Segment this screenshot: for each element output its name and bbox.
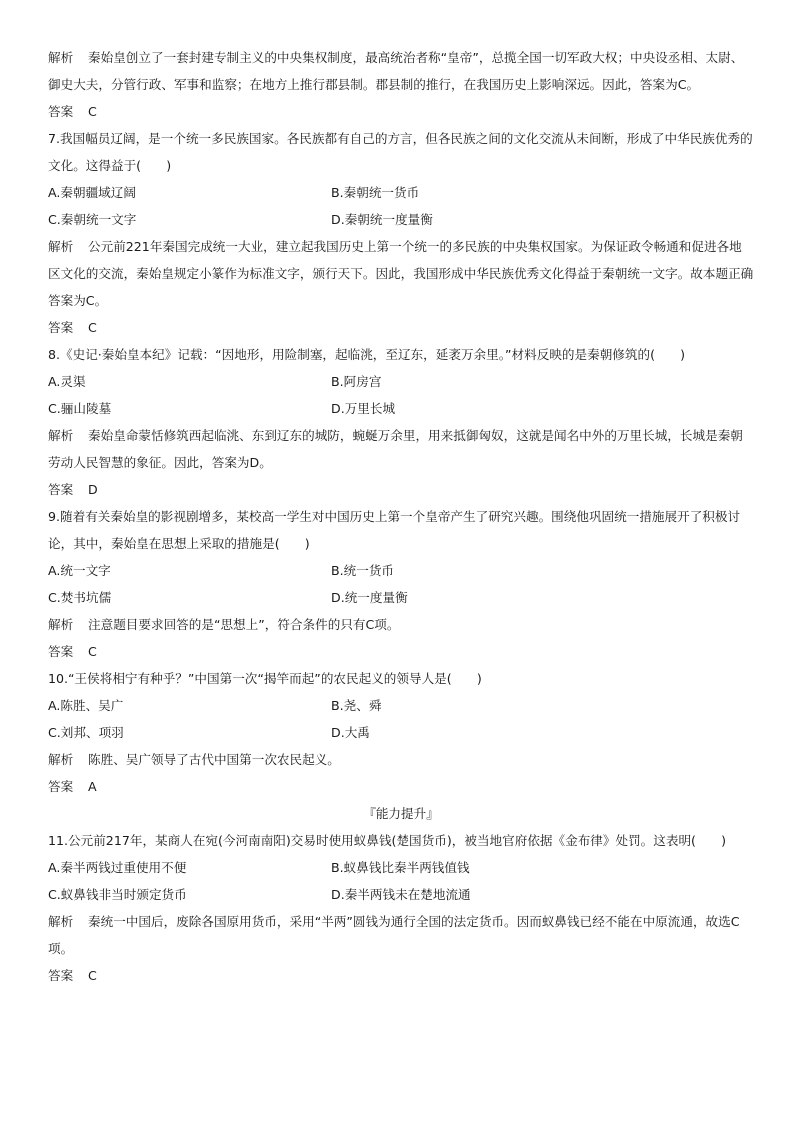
- analysis-text: 秦统一中国后，废除各国原用货币，采用“半两”圆钱为通行全国的法定货币。因而蚁鼻钱已经不能在中原流通，故选C项。: [48, 914, 740, 956]
- analysis-label: 解析: [48, 239, 74, 254]
- analysis-text: 陈胜、吴广领导了古代中国第一次农民起义。: [88, 752, 340, 767]
- options-row: [48, 206, 754, 233]
- analysis-text: 注意题目要求回答的是“思想上”，符合条件的只有C项。: [88, 617, 400, 632]
- option-a: A.统一文字: [48, 563, 111, 578]
- option-d: D.秦朝统一度量衡: [331, 212, 433, 227]
- analysis-6: [48, 44, 754, 98]
- analysis-label: 解析: [48, 428, 74, 443]
- analysis-7: [48, 233, 754, 314]
- option-c: C.骊山陵墓: [48, 401, 112, 416]
- answer-10: [48, 773, 754, 800]
- analysis-label: 解析: [48, 752, 74, 767]
- answer-11: [48, 962, 754, 989]
- option-b: B.统一货币: [331, 563, 395, 578]
- answer-value: C: [88, 320, 97, 335]
- question-10: 10.“王侯将相宁有种乎？”中国第一次“揭竿而起”的农民起义的领导人是( ): [48, 671, 482, 686]
- answer-9: [48, 638, 754, 665]
- analysis-label: 解析: [48, 914, 74, 929]
- option-a: A.陈胜、吴广: [48, 698, 124, 713]
- option-d: D.秦半两钱未在楚地流通: [331, 887, 471, 902]
- answer-label: 答案: [48, 779, 74, 794]
- options-row: [48, 719, 754, 746]
- option-d: D.统一度量衡: [331, 590, 408, 605]
- answer-7: [48, 314, 754, 341]
- option-a: A.秦半两钱过重使用不便: [48, 860, 187, 875]
- answer-label: 答案: [48, 968, 74, 983]
- answer-8: [48, 476, 754, 503]
- answer-label: 答案: [48, 644, 74, 659]
- options-row: [48, 395, 754, 422]
- analysis-10: [48, 746, 754, 773]
- option-b: B.秦朝统一货币: [331, 185, 420, 200]
- answer-label: 答案: [48, 320, 74, 335]
- options-row: [48, 881, 754, 908]
- options-row: [48, 584, 754, 611]
- options-row: [48, 692, 754, 719]
- option-d: D.万里长城: [331, 401, 396, 416]
- option-b: B.尧、舜: [331, 698, 382, 713]
- analysis-11: [48, 908, 754, 962]
- analysis-8: [48, 422, 754, 476]
- answer-label: 答案: [48, 482, 74, 497]
- options-row: [48, 557, 754, 584]
- options-row: [48, 179, 754, 206]
- option-a: A.秦朝疆域辽阔: [48, 185, 136, 200]
- answer-label: 答案: [48, 104, 74, 119]
- option-b: B.阿房宫: [331, 374, 382, 389]
- answer-value: D: [88, 482, 98, 497]
- option-c: C.秦朝统一文字: [48, 212, 137, 227]
- answer-6: [48, 98, 754, 125]
- analysis-text: 秦始皇创立了一套封建专制主义的中央集权制度，最高统治者称“皇帝”，总揽全国一切军政大权；中央设丞相、太尉、御史大夫，分管行政、军事和监察；在地方上推行郡县制。郡县制的推行，在我国历史上影响深远。因此，答案为C。: [48, 50, 744, 92]
- question-9: 9.随着有关秦始皇的影视剧增多，某校高一学生对中国历史上第一个皇帝产生了研究兴趣。围绕他巩固统一措施展开了积极讨论，其中，秦始皇在思想上采取的措施是( ): [48, 509, 741, 551]
- question-8: 8.《史记·秦始皇本纪》记载：“因地形，用险制塞，起临洮，至辽东，延袤万余里。”材料反映的是秦朝修筑的( ): [48, 347, 686, 362]
- options-row: [48, 854, 754, 881]
- analysis-text: 公元前221年秦国完成统一大业，建立起我国历史上第一个统一的多民族的中央集权国家。为保证政令畅通和促进各地区文化的交流，秦始皇规定小篆作为标准文字，颁行天下。因此，我国形成中华民族优秀文化得益于秦朝统一文字。故本题正确答案为C。: [48, 239, 754, 308]
- answer-value: A: [88, 779, 97, 794]
- option-a: A.灵渠: [48, 374, 86, 389]
- analysis-9: [48, 611, 754, 638]
- option-d: D.大禹: [331, 725, 370, 740]
- answer-value: C: [88, 104, 97, 119]
- answer-value: C: [88, 968, 97, 983]
- document-page: [48, 44, 754, 989]
- analysis-text: 秦始皇命蒙恬修筑西起临洮、东到辽东的城防，蜿蜒万余里，用来抵御匈奴，这就是闻名中外的万里长城，长城是秦朝劳动人民智慧的象征。因此，答案为D。: [48, 428, 743, 470]
- question-11: 11.公元前217年，某商人在宛(今河南南阳)交易时使用蚁鼻钱(楚国货币)，被当地官府依据《金布律》处罚。这表明( ): [48, 833, 727, 848]
- option-c: C.蚁鼻钱非当时颁定货币: [48, 887, 187, 902]
- options-row: [48, 368, 754, 395]
- question-7: 7.我国幅员辽阔，是一个统一多民族国家。各民族都有自己的方言，但各民族之间的文化交流从未间断，形成了中华民族优秀的文化。这得益于( ): [48, 131, 753, 173]
- section-title: 『能力提升』: [363, 806, 439, 821]
- option-c: C.刘邦、项羽: [48, 725, 124, 740]
- option-b: B.蚁鼻钱比秦半两钱值钱: [331, 860, 470, 875]
- option-c: C.焚书坑儒: [48, 590, 112, 605]
- answer-value: C: [88, 644, 97, 659]
- analysis-label: 解析: [48, 617, 74, 632]
- analysis-label: 解析: [48, 50, 74, 65]
